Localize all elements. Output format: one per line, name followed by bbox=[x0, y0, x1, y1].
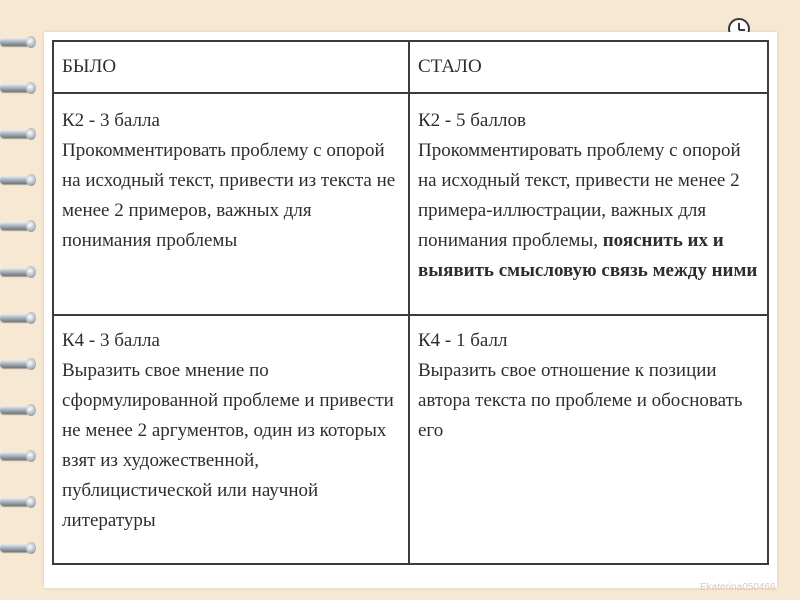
cell-text-line: взят из художественной, bbox=[62, 450, 260, 472]
cell-text-line: примера-иллюстрации, важных для bbox=[418, 200, 707, 222]
cell-text-line: понимания проблемы bbox=[62, 230, 238, 252]
cell-k2-before bbox=[53, 93, 409, 315]
header-before: БЫЛО bbox=[53, 41, 409, 93]
table-header-row bbox=[53, 41, 768, 93]
binder-ring bbox=[0, 450, 34, 462]
score-label: К2 - 3 балла bbox=[62, 110, 160, 132]
comparison-table bbox=[52, 40, 769, 565]
cell-text-line: на исходный текст, привести не менее 2 bbox=[418, 170, 740, 192]
bold-text-line: выявить смысловую связь между ними bbox=[418, 260, 758, 282]
cell-text-line: на исходный текст, привести из текста не bbox=[62, 170, 396, 192]
binder-ring bbox=[0, 82, 34, 94]
binder-ring bbox=[0, 266, 34, 278]
binder-ring bbox=[0, 358, 34, 370]
cell-text-line: литературы bbox=[62, 510, 156, 532]
binder-ring bbox=[0, 128, 34, 140]
binder-ring bbox=[0, 542, 34, 554]
cell-text-line: Прокомментировать проблему с опорой bbox=[62, 140, 385, 162]
cell-text-line: менее 2 примеров, важных для bbox=[62, 200, 312, 222]
cell-text-line: не менее 2 аргументов, один из которых bbox=[62, 420, 387, 442]
binder-ring bbox=[0, 36, 34, 48]
bold-text: пояснить их и bbox=[602, 230, 724, 252]
plain-text: понимания проблемы, bbox=[418, 230, 603, 252]
score-label: К2 - 5 баллов bbox=[418, 110, 526, 132]
binder-ring bbox=[0, 312, 34, 324]
header-after: СТАЛО bbox=[409, 41, 768, 93]
table-row bbox=[53, 315, 768, 564]
cell-text-line: публицистической или научной bbox=[62, 480, 319, 502]
binder-ring bbox=[0, 174, 34, 186]
slide-sheet bbox=[44, 32, 777, 588]
cell-k4-before bbox=[53, 315, 409, 564]
binder-ring bbox=[0, 496, 34, 508]
cell-text-line: Выразить свое отношение к позиции bbox=[418, 360, 717, 382]
cell-text-line: Выразить свое мнение по bbox=[62, 360, 269, 382]
score-label: К4 - 1 балл bbox=[418, 330, 508, 352]
table-row bbox=[53, 93, 768, 315]
cell-text-line-mixed bbox=[418, 226, 761, 256]
binder-ring bbox=[0, 220, 34, 232]
cell-text-line: его bbox=[418, 420, 444, 442]
binder-ring bbox=[0, 404, 34, 416]
cell-text-line: Прокомментировать проблему с опорой bbox=[418, 140, 741, 162]
cell-text-line: сформулированной проблеме и привести bbox=[62, 390, 394, 412]
watermark: Ekaterina050466 bbox=[700, 582, 776, 593]
cell-k4-after bbox=[409, 315, 768, 564]
cell-text-line: автора текста по проблеме и обосновать bbox=[418, 390, 743, 412]
cell-k2-after bbox=[409, 93, 768, 315]
score-label: К4 - 3 балла bbox=[62, 330, 160, 352]
